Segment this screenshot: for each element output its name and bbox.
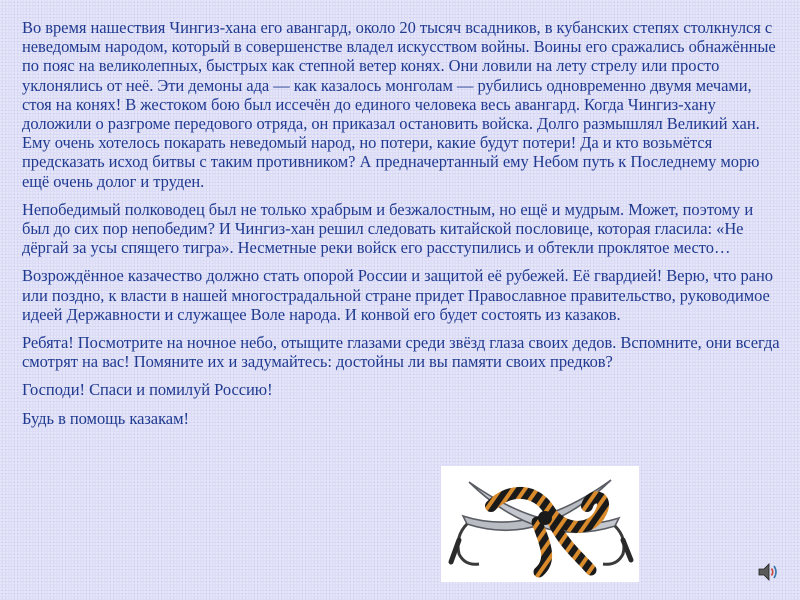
paragraph-help-cossacks: Будь в помощь казакам! [22,408,189,428]
paragraph-wise-commander: Непобедимый полководец был не только храбрым и безжалостным, но ещё и мудрым. Может, поэтому и был до сих пор непобедим? И Чингиз-хан решил следовать китайской пословице, которая гласила: «Не дёргай за усы спящего тигра». Несметные реки войск его расступились и обтекли проклятое место… [22,199,754,258]
paragraph-genghis-khan: Во время нашествия Чингиз-хана его авангард, около 20 тысяч всадников, в кубанских степях столкнулся с неведомым народом, который в совершенстве владел искусством войны. Воины его сражались обнажённые по пояс на великолепных, быстрых как степной ветер конях. Они ловили на лету стрелу или просто уклонялись от неё. Эти демоны ада — как казалось монголам — рубились одновременно двумя мечами, стоя на конях! В жестоком бою был иссечён до единого человека весь авангард. Когда Чингиз-хану доложили о разгроме передового отряда, он приказал остановить войска. Долго размышлял Великий хан. Ему очень хотелось покарать неведомый народ, но потери, какие будут потери! Да и кто возьмётся предсказать исход битвы с таким противником? А предначертанный ему Небом путь к Последнему морю ещё очень долог и труден. [22,18,776,191]
paragraph-cossacks-revival: Возрождённое казачество должно стать опорой России и защитой её рубежей. Её гвардией! Верю, что рано или поздно, к власти в нашей многострадальной стране придет Православное правительство, руководимое идеей Державности и служащее Воле народа. И конвой его будет состоять из казаков. [22,266,773,324]
slide-text [22,18,782,437]
paragraph-prayer: Господи! Спаси и помилуй Россию! [22,380,273,400]
speaker-icon[interactable] [756,561,780,583]
paragraph-night-sky: Ребята! Посмотрите на ночное небо, отыщите глазами среди звёзд глаза своих дедов. Вспомните, они всегда смотрят на вас! Помяните их и задумайтесь: достойны ли вы памяти своих предков? [22,333,780,372]
crossed-sabers-st-george-ribbon-icon [441,466,639,582]
